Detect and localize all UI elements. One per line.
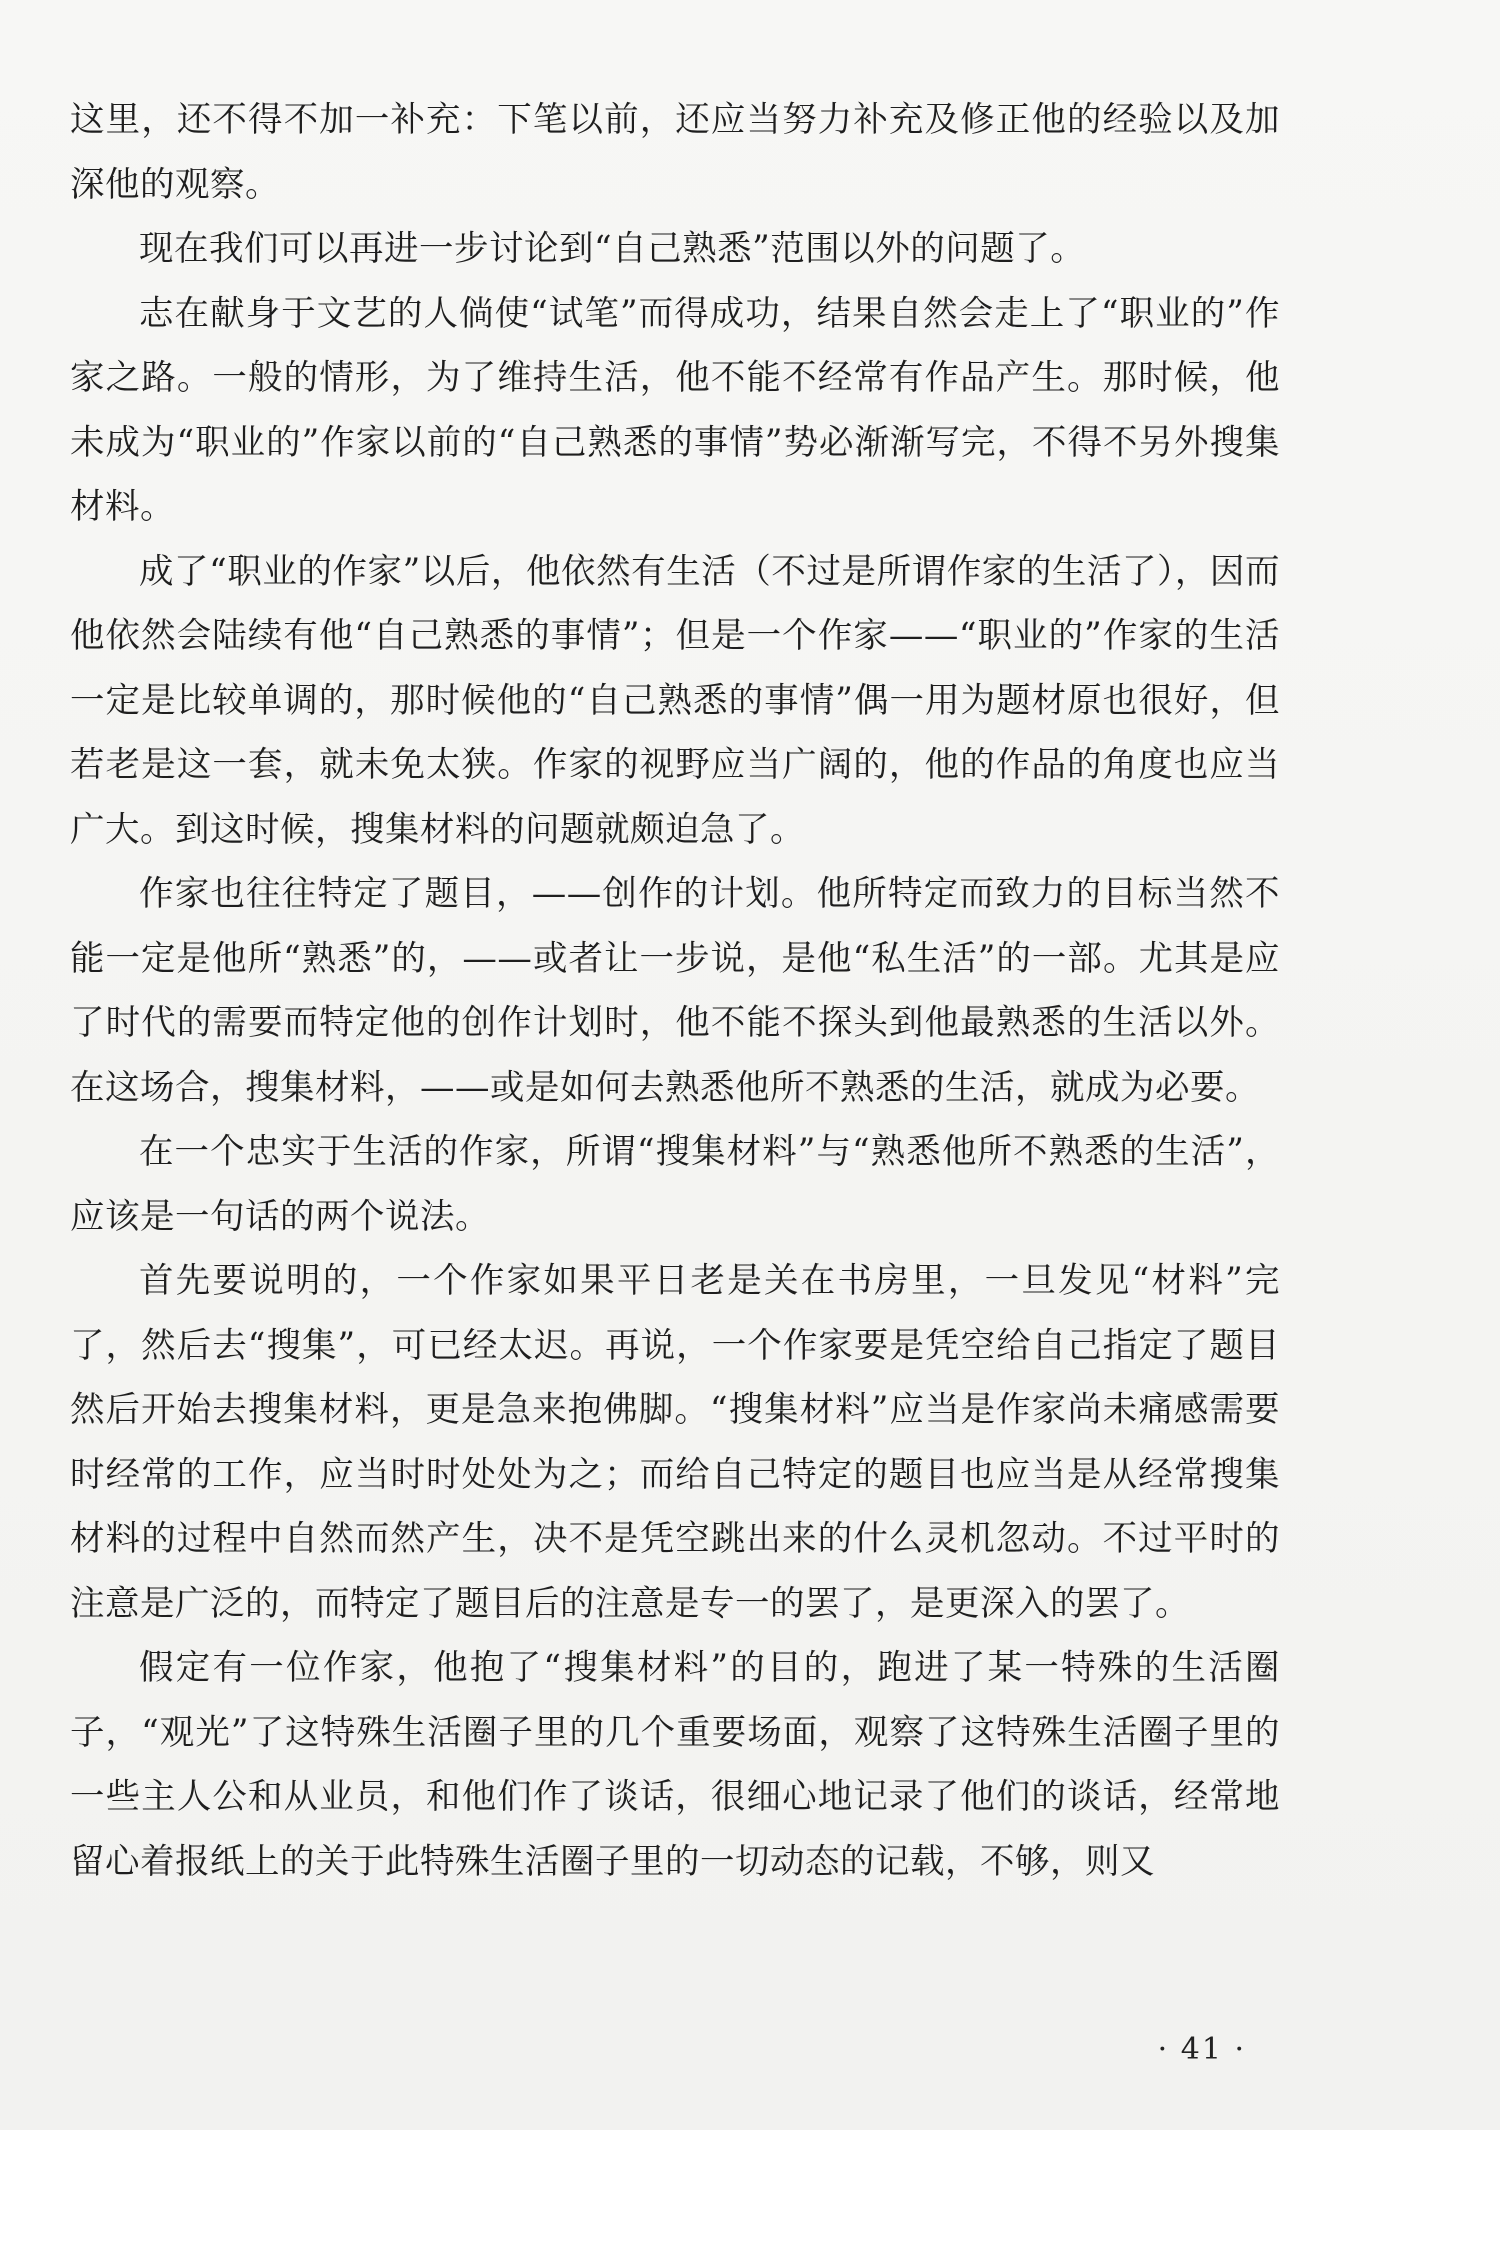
page-number: · 41 · — [1157, 2032, 1246, 2067]
paragraph-4: 成了“职业的作家”以后，他依然有生活（不过是所谓作家的生活了），因而他依然会陆续有他“自己熟悉的事情”；但是一个作家——“职业的”作家的生活一定是比较单调的，那时候他的“自己熟悉的事情”偶一用为题材原也很好，但若老是这一套，就未免太狭。作家的视野应当广阔的，他的作品的角度也应当广大。到这时候，搜集材料的问题就颇迫急了。 — [70, 551, 1280, 850]
paragraph-7: 首先要说明的，一个作家如果平日老是关在书房里，一旦发见“材料”完了，然后去“搜集”，可已经太迟。再说，一个作家要是凭空给自己指定了题目然后开始去搜集材料，更是急来抱佛脚。“搜集材料”应当是作家尚未痛感需要时经常的工作，应当时时处处为之；而给自己特定的题目也应当是从经常搜集材料的过程中自然而然产生，决不是凭空跳出来的什么灵机忽动。不过平时的注意是广泛的，而特定了题目后的注意是专一的罢了，是更深入的罢了。 — [70, 1261, 1280, 1624]
paragraph-3: 志在献身于文艺的人倘使“试笔”而得成功，结果自然会走上了“职业的”作家之路。一般的情形，为了维持生活，他不能不经常有作品产生。那时候，他未成为“职业的”作家以前的“自己熟悉的事情”势必渐渐写完，不得不另外搜集材料。 — [70, 293, 1280, 527]
page-margin — [0, 2130, 1500, 2264]
paragraph-6: 在一个忠实于生活的作家，所谓“搜集材料”与“熟悉他所不熟悉的生活”，应该是一句话的两个说法。 — [70, 1132, 1280, 1237]
paragraph-8: 假定有一位作家，他抱了“搜集材料”的目的，跑进了某一特殊的生活圈子，“观光”了这特殊生活圈子里的几个重要场面，观察了这特殊生活圈子里的一些主人公和从业员，和他们作了谈话，很细心地记录了他们的谈话，经常地留心着报纸上的关于此特殊生活圈子里的一切动态的记载，不够，则又 — [70, 1648, 1280, 1882]
paragraph-5: 作家也往往特定了题目，——创作的计划。他所特定而致力的目标当然不能一定是他所“熟悉”的，——或者让一步说，是他“私生活”的一部。尤其是应了时代的需要而特定他的创作计划时，他不能不探头到他最熟悉的生活以外。在这场合，搜集材料，——或是如何去熟悉他所不熟悉的生活，就成为必要。 — [70, 874, 1280, 1108]
paragraph-2: 现在我们可以再进一步讨论到“自己熟悉”范围以外的问题了。 — [139, 229, 1086, 269]
paragraph-1: 这里，还不得不加一补充：下笔以前，还应当努力补充及修正他的经验以及加深他的观察。 — [70, 100, 1280, 205]
body-text — [70, 88, 1280, 1894]
